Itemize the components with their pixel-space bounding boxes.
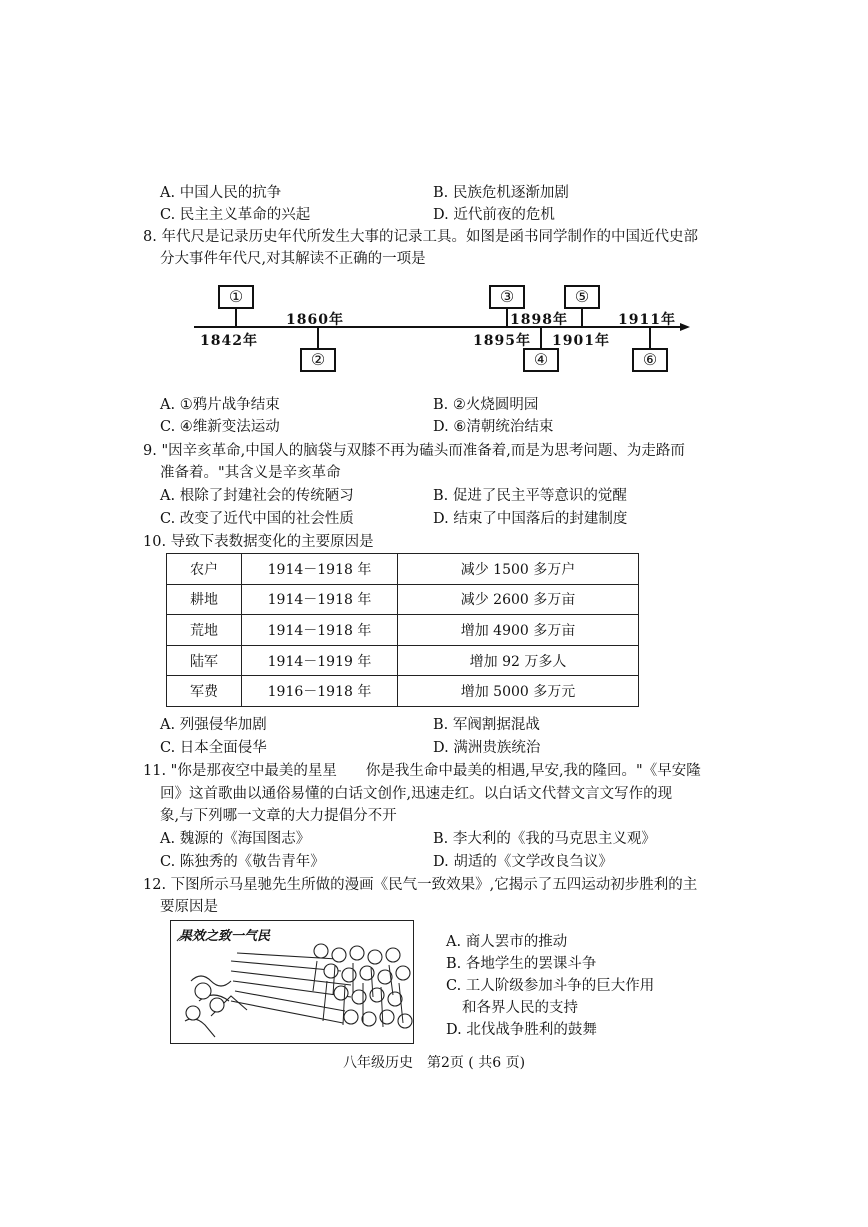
table-cell: 1914－1919 年 (242, 645, 398, 676)
page-footer: 八年级历史 第2页 ( 共6 页) (342, 1055, 526, 1071)
q10-stem: 10. 导致下表数据变化的主要原因是 (143, 534, 374, 550)
q11-option-c: C. 陈独秀的《敬告青年》 (160, 854, 325, 870)
table-cell: 增加 5000 多万元 (398, 676, 639, 707)
q9-option-b: B. 促进了民主平等意识的觉醒 (433, 488, 627, 504)
table-row (167, 645, 639, 676)
timeline-marker-1: ① (218, 285, 254, 309)
q11-option-b: B. 李大利的《我的马克思主义观》 (433, 831, 656, 847)
q12-option-c-cont: 和各界人民的支持 (462, 1000, 578, 1016)
q10-option-b: B. 军阀割据混战 (433, 717, 540, 733)
q9-option-a: A. 根除了封建社会的传统陋习 (160, 488, 354, 504)
q8-stem-line2: 分大事件年代尺,对其解读不正确的一项是 (160, 251, 426, 267)
table-cell: 1914－1918 年 (242, 584, 398, 615)
cartoon-crowd-drawing (171, 921, 413, 1043)
table-cell: 耕地 (167, 584, 242, 615)
q9-stem-line1: 9. "因辛亥革命,中国人的脑袋与双膝不再为磕头而准备着,而是为思考问题、为走路而 (143, 443, 685, 459)
q10-option-c: C. 日本全面侵华 (160, 740, 267, 756)
timeline-marker-6: ⑥ (632, 348, 668, 372)
q8-option-c: C. ④维新变法运动 (160, 419, 280, 435)
q12-option-a: A. 商人罢市的推动 (446, 934, 568, 950)
table-row (167, 554, 639, 585)
q9-option-d: D. 结束了中国落后的封建制度 (433, 511, 628, 527)
table-row (167, 615, 639, 646)
timeline-year-1895: 1895年 (473, 333, 531, 349)
q9-option-c: C. 改变了近代中国的社会性质 (160, 511, 354, 527)
q12-option-c: C. 工人阶级参加斗争的巨大作用 (446, 978, 655, 994)
table-cell: 增加 92 万多人 (398, 645, 639, 676)
q12-option-d: D. 北伐战争胜利的鼓舞 (446, 1022, 597, 1038)
q8-option-b: B. ②火烧圆明园 (433, 397, 539, 413)
timeline-year-1860: 1860年 (286, 312, 344, 328)
table-cell: 减少 2600 多万亩 (398, 584, 639, 615)
timeline-figure (190, 280, 700, 380)
q12-option-b: B. 各地学生的罢课斗争 (446, 956, 597, 972)
q10-option-d: D. 满洲贵族统治 (433, 740, 541, 756)
q7-option-d: D. 近代前夜的危机 (433, 207, 555, 223)
timeline-marker-3: ③ (489, 285, 525, 309)
q11-stem-line2: 回》这首歌曲以通俗易懂的白话文创作,迅速走红。以白话文代替文言文写作的现 (160, 786, 673, 802)
q12-stem-line2: 要原因是 (160, 899, 218, 915)
timeline-year-1898: 1898年 (510, 312, 568, 328)
q8-option-a: A. ①鸦片战争结束 (160, 397, 280, 413)
timeline-year-1911: 1911年 (618, 312, 676, 328)
data-table (166, 553, 639, 707)
timeline-axis (190, 280, 700, 380)
timeline-marker-2: ② (300, 348, 336, 372)
cartoon-caption: 果效之致一气民 (179, 929, 271, 944)
q9-stem-line2: 准备着。"其含义是辛亥革命 (160, 465, 341, 481)
q11-stem-line1: 11. "你是那夜空中最美的星星 你是我生命中最美的相遇,早安,我的隆回。"《早安隆 (143, 763, 701, 779)
q7-option-c: C. 民主主义革命的兴起 (160, 207, 311, 223)
timeline-marker-5: ⑤ (564, 285, 600, 309)
timeline-year-1842: 1842年 (200, 333, 258, 349)
timeline-marker-4: ④ (523, 348, 559, 372)
table-cell: 1914－1918 年 (242, 554, 398, 585)
q10-option-a: A. 列强侵华加剧 (160, 717, 267, 733)
q11-option-d: D. 胡适的《文学改良刍议》 (433, 854, 613, 870)
cartoon-image (170, 920, 414, 1044)
table-cell: 1916－1918 年 (242, 676, 398, 707)
timeline-year-1901: 1901年 (552, 333, 610, 349)
q8-option-d: D. ⑥清朝统治结束 (433, 419, 554, 435)
table-cell: 军费 (167, 676, 242, 707)
table-cell: 1914－1918 年 (242, 615, 398, 646)
q11-stem-line3: 象,与下列哪一文章的大力提倡分不开 (160, 808, 397, 824)
q11-option-a: A. 魏源的《海国图志》 (160, 831, 311, 847)
q8-stem-line1: 8. 年代尺是记录历史年代所发生大事的记录工具。如图是函书同学制作的中国近代史部 (143, 229, 698, 245)
q7-option-a: A. 中国人民的抗争 (160, 185, 282, 201)
table-cell: 减少 1500 多万户 (398, 554, 639, 585)
table-cell: 荒地 (167, 615, 242, 646)
table-cell: 农户 (167, 554, 242, 585)
table-cell: 增加 4900 多万亩 (398, 615, 639, 646)
table-row (167, 676, 639, 707)
q12-stem-line1: 12. 下图所示马星驰先生所做的漫画《民气一致效果》,它揭示了五四运动初步胜利的主 (143, 877, 698, 893)
table-cell: 陆军 (167, 645, 242, 676)
table-row (167, 584, 639, 615)
q7-option-b: B. 民族危机逐渐加剧 (433, 185, 569, 201)
